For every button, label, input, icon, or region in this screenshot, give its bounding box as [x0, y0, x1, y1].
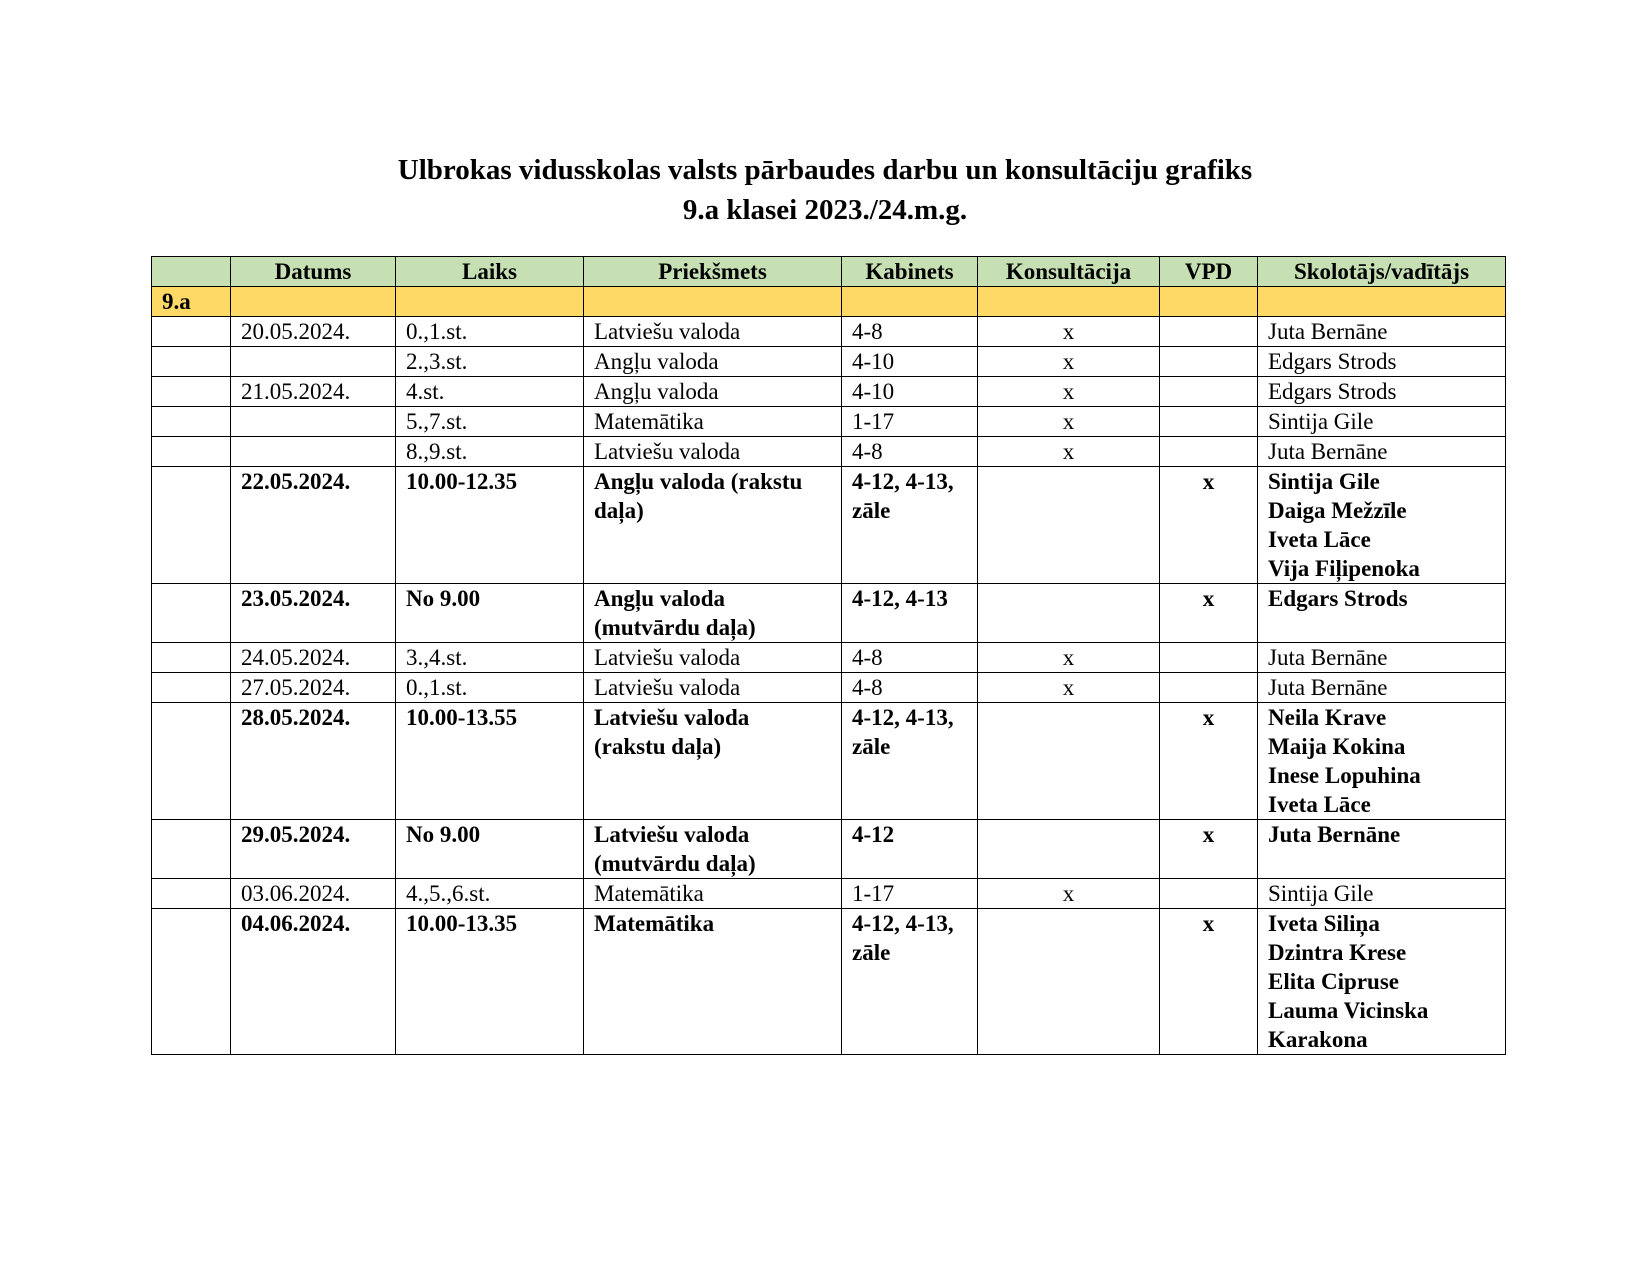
date-cell: 27.05.2024. [231, 673, 396, 703]
teacher-cell-line: Sintija Gile [1268, 881, 1374, 906]
teacher-cell-line: Inese Lopuhina [1268, 763, 1421, 788]
subject-cell [584, 909, 842, 1055]
date-cell: 24.05.2024. [231, 643, 396, 673]
header-cell-group [152, 257, 231, 287]
consultation-cell [978, 703, 1160, 820]
room-cell-line: 4-10 [852, 349, 895, 374]
table-row [152, 377, 1506, 407]
room-cell [842, 703, 978, 820]
consultation-cell: x [978, 879, 1160, 909]
room-cell-line: zāle [852, 734, 891, 759]
teacher-cell-line: Juta Bernāne [1268, 439, 1388, 464]
vpd-cell [1160, 673, 1258, 703]
teacher-cell [1258, 467, 1506, 584]
room-cell [842, 407, 978, 437]
date-cell [231, 437, 396, 467]
teacher-cell-line: Edgars Strods [1268, 586, 1408, 611]
vpd-cell [1160, 879, 1258, 909]
date-cell: 23.05.2024. [231, 584, 396, 643]
group-cell [152, 347, 231, 377]
time-cell: 0.,1.st. [396, 317, 584, 347]
teacher-cell [1258, 643, 1506, 673]
room-cell [842, 909, 978, 1055]
time-cell: No 9.00 [396, 584, 584, 643]
subject-cell-line: Angļu valoda (rakstu [594, 469, 803, 494]
room-cell-line: 4-12, 4-13 [852, 586, 948, 611]
teacher-cell [1258, 317, 1506, 347]
teacher-cell-line: Maija Kokina [1268, 734, 1406, 759]
header-cell-consultation: Konsultācija [978, 257, 1160, 287]
time-cell: 5.,7.st. [396, 407, 584, 437]
room-cell-line: 4-12, 4-13, [852, 469, 954, 494]
teacher-cell-line: Sintija Gile [1268, 409, 1374, 434]
vpd-cell [1160, 643, 1258, 673]
teacher-cell-line: Iveta Lāce [1268, 527, 1371, 552]
room-cell-line: 4-8 [852, 319, 883, 344]
vpd-cell [1160, 407, 1258, 437]
teacher-cell [1258, 820, 1506, 879]
time-cell: 0.,1.st. [396, 673, 584, 703]
teacher-cell-line: Edgars Strods [1268, 379, 1397, 404]
vpd-cell [1160, 437, 1258, 467]
date-cell: 29.05.2024. [231, 820, 396, 879]
room-cell-line: 4-8 [852, 645, 883, 670]
date-cell [231, 407, 396, 437]
subject-cell [584, 377, 842, 407]
subject-cell-line: Matemātika [594, 911, 715, 936]
group-cell [152, 643, 231, 673]
subject-cell-line: Latviešu valoda [594, 822, 750, 847]
time-cell: 4.st. [396, 377, 584, 407]
table-row [152, 909, 1506, 1055]
consultation-cell: x [978, 347, 1160, 377]
subject-cell-line: (mutvārdu daļa) [594, 615, 756, 640]
date-cell: 20.05.2024. [231, 317, 396, 347]
consultation-cell [978, 467, 1160, 584]
group-cell [152, 820, 231, 879]
table-row [152, 437, 1506, 467]
subject-cell [584, 407, 842, 437]
subject-cell-line: Matemātika [594, 409, 704, 434]
room-cell-line: 4-12 [852, 822, 895, 847]
consultation-cell [978, 909, 1160, 1055]
subject-cell-line: Angļu valoda [594, 586, 726, 611]
teacher-cell-line: Daiga Mežzīle [1268, 498, 1407, 523]
subject-cell-line: Latviešu valoda [594, 319, 741, 344]
subject-cell-line: Matemātika [594, 881, 704, 906]
room-cell [842, 347, 978, 377]
table-row [152, 347, 1506, 377]
teacher-cell [1258, 673, 1506, 703]
teacher-cell-line: Juta Bernāne [1268, 822, 1401, 847]
room-cell [842, 673, 978, 703]
subject-cell-line: Latviešu valoda [594, 439, 741, 464]
teacher-cell [1258, 377, 1506, 407]
consultation-cell [978, 584, 1160, 643]
room-cell-line: 4-12, 4-13, [852, 705, 954, 730]
group-cell [152, 317, 231, 347]
time-cell: 3.,4.st. [396, 643, 584, 673]
consultation-cell: x [978, 317, 1160, 347]
room-cell [842, 584, 978, 643]
teacher-cell-line: Neila Krave [1268, 705, 1387, 730]
subject-cell-line: Angļu valoda [594, 379, 719, 404]
table-row [152, 879, 1506, 909]
consultation-cell: x [978, 437, 1160, 467]
teacher-cell-line: Lauma Vicinska [1268, 998, 1429, 1023]
group-cell [152, 584, 231, 643]
room-cell [842, 879, 978, 909]
vpd-cell: x [1160, 703, 1258, 820]
subject-cell [584, 317, 842, 347]
room-cell-line: 4-8 [852, 675, 883, 700]
teacher-cell-line: Juta Bernāne [1268, 319, 1388, 344]
teacher-cell-line [1268, 613, 1495, 642]
group-cell [152, 377, 231, 407]
class-group-label: 9.a [152, 287, 231, 317]
class-group-row [152, 287, 1506, 317]
table-row [152, 317, 1506, 347]
time-cell: 10.00-12.35 [396, 467, 584, 584]
schedule-table [151, 256, 1506, 1055]
table-row [152, 407, 1506, 437]
subject-cell-line: (mutvārdu daļa) [594, 851, 756, 876]
consultation-cell [978, 820, 1160, 879]
teacher-cell-line: Dzintra Krese [1268, 940, 1407, 965]
subject-cell-line: Angļu valoda [594, 349, 719, 374]
teacher-cell-line: Edgars Strods [1268, 349, 1397, 374]
title-line-1: Ulbrokas vidusskolas valsts pārbaudes darbu un konsultāciju grafiks [397, 154, 1253, 186]
subject-cell [584, 673, 842, 703]
vpd-cell: x [1160, 820, 1258, 879]
teacher-cell-line: Elita Cipruse [1268, 969, 1399, 994]
teacher-cell [1258, 407, 1506, 437]
time-cell: 10.00-13.55 [396, 703, 584, 820]
group-cell [152, 467, 231, 584]
vpd-cell: x [1160, 584, 1258, 643]
title-line-2: 9.a klasei 2023./24.m.g. [682, 194, 968, 226]
room-cell-line: 4-12, 4-13, [852, 911, 954, 936]
room-cell [842, 317, 978, 347]
vpd-cell: x [1160, 909, 1258, 1055]
teacher-cell [1258, 437, 1506, 467]
room-cell-line: 4-10 [852, 379, 895, 404]
time-cell: 8.,9.st. [396, 437, 584, 467]
vpd-cell: x [1160, 467, 1258, 584]
date-cell: 28.05.2024. [231, 703, 396, 820]
header-row [152, 257, 1506, 287]
teacher-cell-line: Juta Bernāne [1268, 675, 1388, 700]
header-cell-vpd: VPD [1160, 257, 1258, 287]
subject-cell [584, 437, 842, 467]
date-cell: 03.06.2024. [231, 879, 396, 909]
document-title [0, 150, 1650, 230]
vpd-cell [1160, 377, 1258, 407]
consultation-cell: x [978, 377, 1160, 407]
time-cell: 4.,5.,6.st. [396, 879, 584, 909]
room-cell [842, 467, 978, 584]
table-row [152, 584, 1506, 643]
header-cell-teacher: Skolotājs/vadītājs [1258, 257, 1506, 287]
subject-cell-line: Latviešu valoda [594, 675, 741, 700]
table-row [152, 673, 1506, 703]
header-cell-time: Laiks [396, 257, 584, 287]
date-cell: 22.05.2024. [231, 467, 396, 584]
room-cell-line: 1-17 [852, 409, 895, 434]
room-cell [842, 643, 978, 673]
room-cell [842, 377, 978, 407]
group-cell [152, 879, 231, 909]
header-cell-date: Datums [231, 257, 396, 287]
time-cell: No 9.00 [396, 820, 584, 879]
consultation-cell: x [978, 407, 1160, 437]
group-cell [152, 673, 231, 703]
subject-cell-line: (rakstu daļa) [594, 734, 722, 759]
group-cell [152, 703, 231, 820]
room-cell [842, 820, 978, 879]
subject-cell [584, 347, 842, 377]
group-cell [152, 407, 231, 437]
teacher-cell [1258, 879, 1506, 909]
group-cell [152, 909, 231, 1055]
vpd-cell [1160, 347, 1258, 377]
table-row [152, 703, 1506, 820]
teacher-cell [1258, 347, 1506, 377]
teacher-cell [1258, 909, 1506, 1055]
group-cell [152, 437, 231, 467]
time-cell: 2.,3.st. [396, 347, 584, 377]
teacher-cell-line: Juta Bernāne [1268, 645, 1388, 670]
date-cell [231, 347, 396, 377]
room-cell-line: 1-17 [852, 881, 895, 906]
subject-cell-line: Latviešu valoda [594, 645, 741, 670]
teacher-cell-line: Vija Fiļipenoka [1268, 556, 1420, 581]
subject-cell [584, 467, 842, 584]
teacher-cell-line: Sintija Gile [1268, 469, 1380, 494]
table-row [152, 467, 1506, 584]
teacher-cell [1258, 703, 1506, 820]
consultation-cell: x [978, 643, 1160, 673]
date-cell: 04.06.2024. [231, 909, 396, 1055]
subject-cell-line: Latviešu valoda [594, 705, 750, 730]
vpd-cell [1160, 317, 1258, 347]
table-row [152, 643, 1506, 673]
teacher-cell-line: Karakona [1268, 1027, 1368, 1052]
subject-cell [584, 820, 842, 879]
room-cell [842, 437, 978, 467]
subject-cell [584, 879, 842, 909]
table-row [152, 820, 1506, 879]
room-cell-line: zāle [852, 498, 891, 523]
teacher-cell [1258, 584, 1506, 643]
teacher-cell-line: Iveta Lāce [1268, 792, 1371, 817]
room-cell-line: 4-8 [852, 439, 883, 464]
header-cell-subject: Priekšmets [584, 257, 842, 287]
subject-cell [584, 643, 842, 673]
consultation-cell: x [978, 673, 1160, 703]
header-cell-room: Kabinets [842, 257, 978, 287]
subject-cell-line: daļa) [594, 498, 644, 523]
teacher-cell-line: Iveta Siliņa [1268, 911, 1380, 936]
subject-cell [584, 703, 842, 820]
date-cell: 21.05.2024. [231, 377, 396, 407]
time-cell: 10.00-13.35 [396, 909, 584, 1055]
room-cell-line: zāle [852, 940, 891, 965]
subject-cell [584, 584, 842, 643]
